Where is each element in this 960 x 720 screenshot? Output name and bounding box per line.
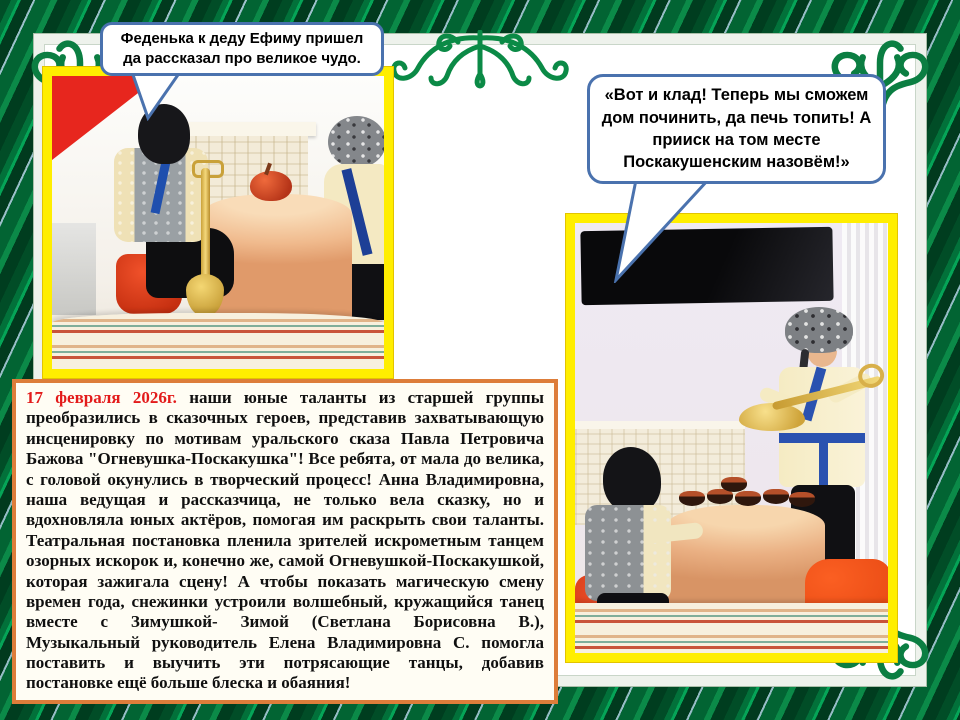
golden-shovel-handle bbox=[201, 168, 210, 280]
speech-bubble-left-tail bbox=[118, 71, 190, 121]
bowl bbox=[763, 489, 789, 504]
sitting-child-vest bbox=[585, 505, 671, 601]
photo-right-scene bbox=[575, 223, 888, 653]
speech-bubble-right-text: «Вот и клад! Теперь мы сможем дом починить, да печь топить! А прииск на том месте Поскакушенским назовём!» bbox=[601, 86, 872, 172]
speech-bubble-right bbox=[587, 74, 886, 184]
speech-bubble-left-text: Феденька к деду Ефиму пришел да рассказал про великое чудо. bbox=[120, 29, 364, 67]
stage-step bbox=[52, 223, 96, 315]
bowl bbox=[735, 491, 761, 506]
bowl bbox=[679, 491, 705, 506]
article-text-box bbox=[12, 379, 558, 704]
striped-rug bbox=[52, 313, 384, 369]
speech-bubble-right-tail bbox=[608, 179, 724, 283]
sitting-child-black-hat bbox=[603, 447, 661, 513]
striped-rug bbox=[575, 603, 888, 653]
child-right-fur-hat bbox=[328, 116, 384, 168]
photo-left bbox=[43, 67, 393, 378]
article-body: наши юные таланты из старшей группы преобразились в сказочных героев, представив захватывающую инсценировку по мотивам уральского сказа Павла Петровича Бажова "Огневушка-Поскакушка"! Все ребята, от мала до велика, с головой окунулись в творческий процесс! Анна Владимировна, наша ведущая и рассказчица, не только вела сказку, но и вдохновляла юных актёров, помогая им раскрыть свои таланты. Театральная постановка пленила зрителей искрометным танцем озорных искорок и, конечно же, самой Огневушкой-Поскакушкой, которая зажигала сцену! А чтобы показать магическую смену времен года, снежинки устроили волшебный, кружащийся танец вместе с Зимушкой- Зимой (Светлана Борисовна В.), Музыкальный руководитель Елена Владимировна С. помогла поставить и выучить эти потрясающие танцы, добавив постановке ещё больше блеска и обаяния! bbox=[26, 388, 544, 693]
red-pot bbox=[250, 171, 292, 201]
bowl bbox=[789, 492, 815, 507]
article-date: 17 февраля 2026г. bbox=[26, 388, 177, 407]
photo-left-scene bbox=[52, 76, 384, 369]
standing-child-grey-wig bbox=[785, 307, 853, 353]
speech-bubble-left bbox=[100, 22, 384, 76]
bowl bbox=[721, 477, 747, 492]
